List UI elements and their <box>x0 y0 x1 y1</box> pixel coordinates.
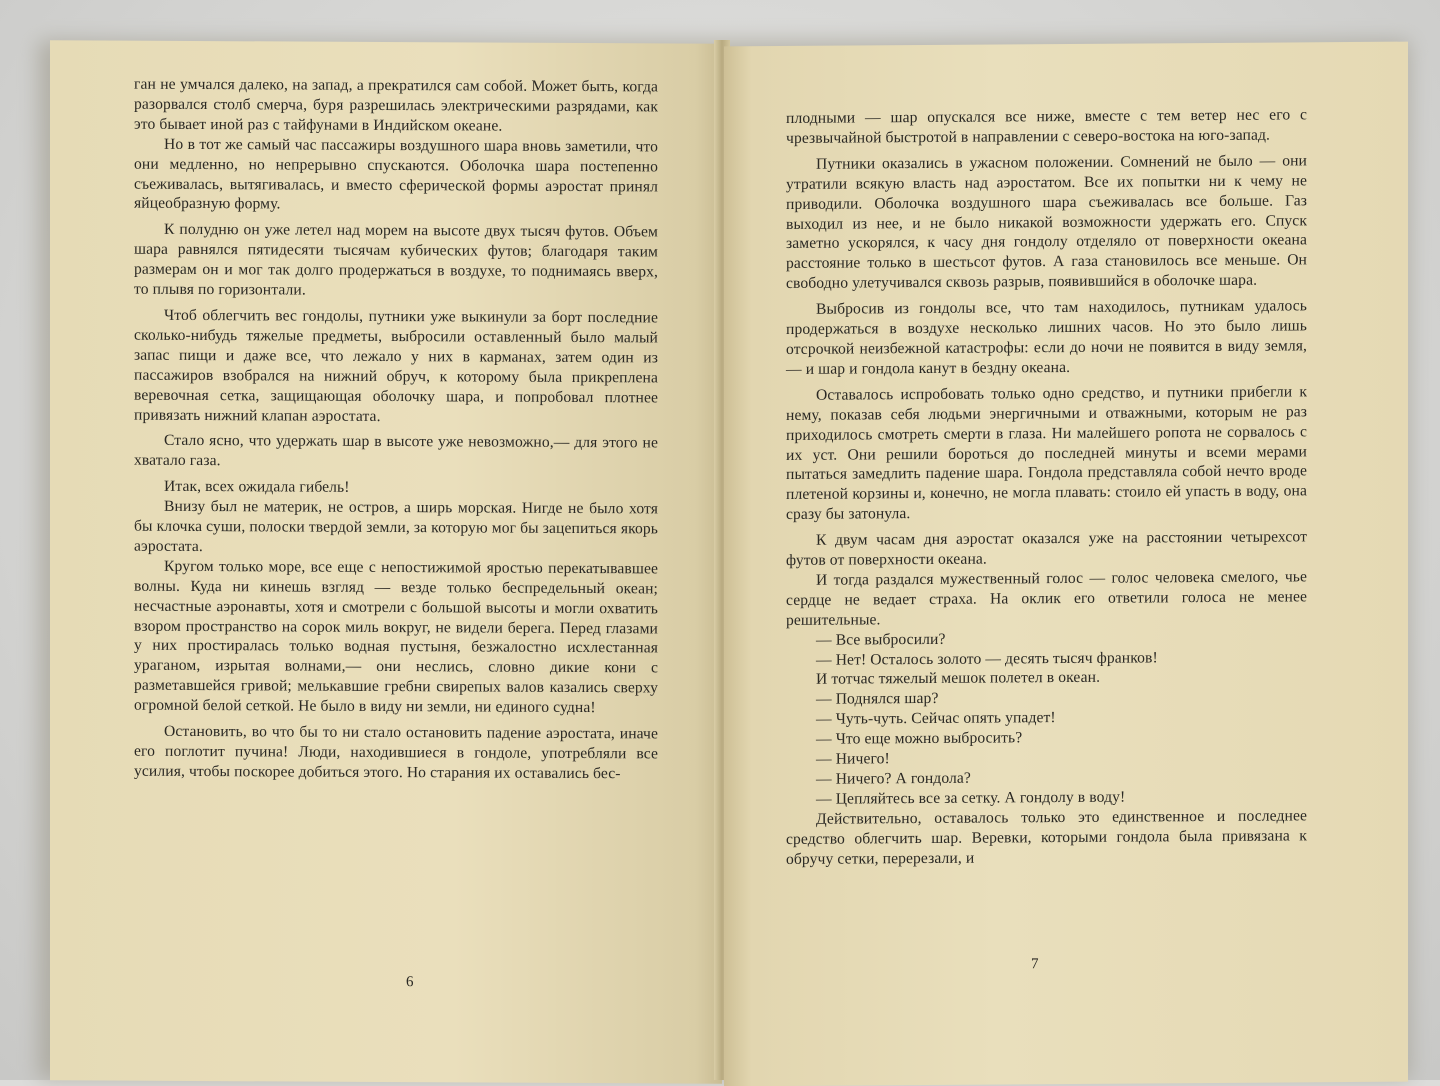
paragraph: Итак, всех ожидала гибель! <box>164 478 350 497</box>
paragraph: Оставалось испробовать только одно средство, и путники прибегли к нему, показав себя людьми энергичными и отважными, которым не раз приходилось смотреть смерти в глаза. Ни малейшего ропота не сорвалось с их уст. Они решили бороться до последней минуты и всеми мерами пытаться замедлить падение шара. Гондола представляла собой нечто вроде плетеной корзины и, конечно, не могла плавать: стоило ей упасть в воду, она сразу бы затонула. <box>786 383 1307 524</box>
dialogue-line: — Все выбросили? <box>816 630 946 649</box>
paragraph: И тогда раздался мужественный голос — голос человека смелого, чье сердце не ведает страха. На оклик его ответили голоса не менее решительные. <box>786 568 1307 629</box>
right-page <box>724 42 1408 1086</box>
dialogue-line: И тотчас тяжелый мешок полетел в океан. <box>816 669 1101 689</box>
dialogue-line: — Цепляйтесь все за сетку. А гондолу в воду! <box>816 788 1126 808</box>
paragraph: К полудню он уже летел над морем на высоте двух тысяч футов. Объем шара равнялся пятидесяти тысячам кубических футов; благодаря таким размерам он и мог так долго продержаться в воздухе, то поднимаясь вверх, то плывя по горизонтали. <box>134 221 658 299</box>
page-number: 7 <box>1031 956 1039 973</box>
dialogue-line: — Чуть-чуть. Сейчас опять упадет! <box>816 709 1056 729</box>
paragraph: Остановить, во что бы то ни стало остановить падение аэростата, иначе его поглотит пучина! Люди, находившиеся в гондоле, употребляли все усилия, чтобы поскорее добиться этого. Но старания их оставались бес- <box>134 722 658 783</box>
paragraph: Внизу был не материк, не остров, а ширь морская. Нигде не было хотя бы клочка суши, полоски твердой земли, за которую мог бы зацепиться якорь аэростата. <box>134 497 658 555</box>
dialogue-line: — Поднялся шар? <box>816 690 939 709</box>
right-page-text <box>786 105 1307 869</box>
dialogue-line: — Что еще можно выбросить? <box>816 729 1023 748</box>
paragraph: Действительно, оставалось только это единственное и последнее средство облегчить шар. Веревки, которыми гондола была привязана к обручу сетки, перерезали, и <box>786 807 1307 868</box>
paragraph: К двум часам дня аэростат оказался уже на расстоянии четырехсот футов от поверхности океана. <box>786 528 1307 569</box>
dialogue-line: — Нет! Осталось золото — десять тысяч франков! <box>816 648 1158 669</box>
paragraph: Чтоб облегчить вес гондолы, путники уже выкинули за борт последние сколько-нибудь тяжелые предметы, выбросили оставленный было малый запас пищи и даже все, что лежало у них в карманах, затем один из пассажиров взобрался на нижний обруч, к которому была прикреплена веревочная сетка, защищающая оболочку шара, и попробовал плотнее привязать нижний клапан аэростата. <box>134 306 658 425</box>
left-page <box>50 40 722 1084</box>
paragraph: плодными — шар опускался все ниже, вместе с тем ветер нес его с чрезвычайной быстротой в направлении с северо-востока на юго-запад. <box>786 106 1307 147</box>
paragraph: Но в тот же самый час пассажиры воздушного шара вновь заметили, что они медленно, но непрерывно спускаются. Оболочка шара постепенно съеживалась, вытягивалась, и вместо сферической формы аэростат принял яйцеобразную форму. <box>134 135 658 213</box>
dialogue-line: — Ничего? А гондола? <box>816 769 971 788</box>
paragraph: Стало ясно, что удержать шар в высоте уже невозможно,— для этого не хватало газа. <box>134 432 658 470</box>
paragraph: Выбросив из гондолы все, что там находилось, путникам удалось продержаться в воздухе несколько лишних часов. Но это было лишь отсрочкой неизбежной катастрофы: если до ночи не появится в виду земля,— и шар и гондола канут в бездну океана. <box>786 297 1307 378</box>
paragraph: ган не умчался далеко, на запад, а прекратился сам собой. Может быть, когда разорвался столб смерча, буря разрешилась электрическими разрядами, как это бывает иной раз с тайфунами в Индийском океане. <box>134 75 658 135</box>
page-number: 6 <box>406 974 414 991</box>
paragraph: Путники оказались в ужасном положении. Сомнений не было — они утратили всякую власть над аэростатом. Все их попытки ни к чему не приводили. Оболочка воздушного шара съеживалась все больше. Газ выходил из нее, и не было никакой возможности удержать его. Спуск заметно ускорялся, к часу дня гондолу отделяло от поверхности океана расстояние только в шестьсот футов. А газа становилось все меньше. Он свободно улетучивался сквозь разрыв, появившийся в оболочке шара. <box>786 152 1307 293</box>
paragraph: Кругом только море, все еще с непостижимой яростью перекатывавшее волны. Куда ни кинешь взгляд — везде только беспредельный океан; несчастные аэронавты, хотя и смотрели с большой высоты и могли охватить взором пространство на сорок миль вокруг, не видели берега. Перед глазами у них простиралась только водная пустыня, безжалостно исхлестанная ураганом, изрытая волнами,— они неслись, словно дикие кони с разметавшейся гривой; мелькавшие гребни свирепых валов казались сверху огромной белой сеткой. Не было в виду ни земли, ни единого судна! <box>134 557 658 717</box>
left-page-text <box>134 75 658 785</box>
dialogue-line: — Ничего! <box>816 750 890 768</box>
